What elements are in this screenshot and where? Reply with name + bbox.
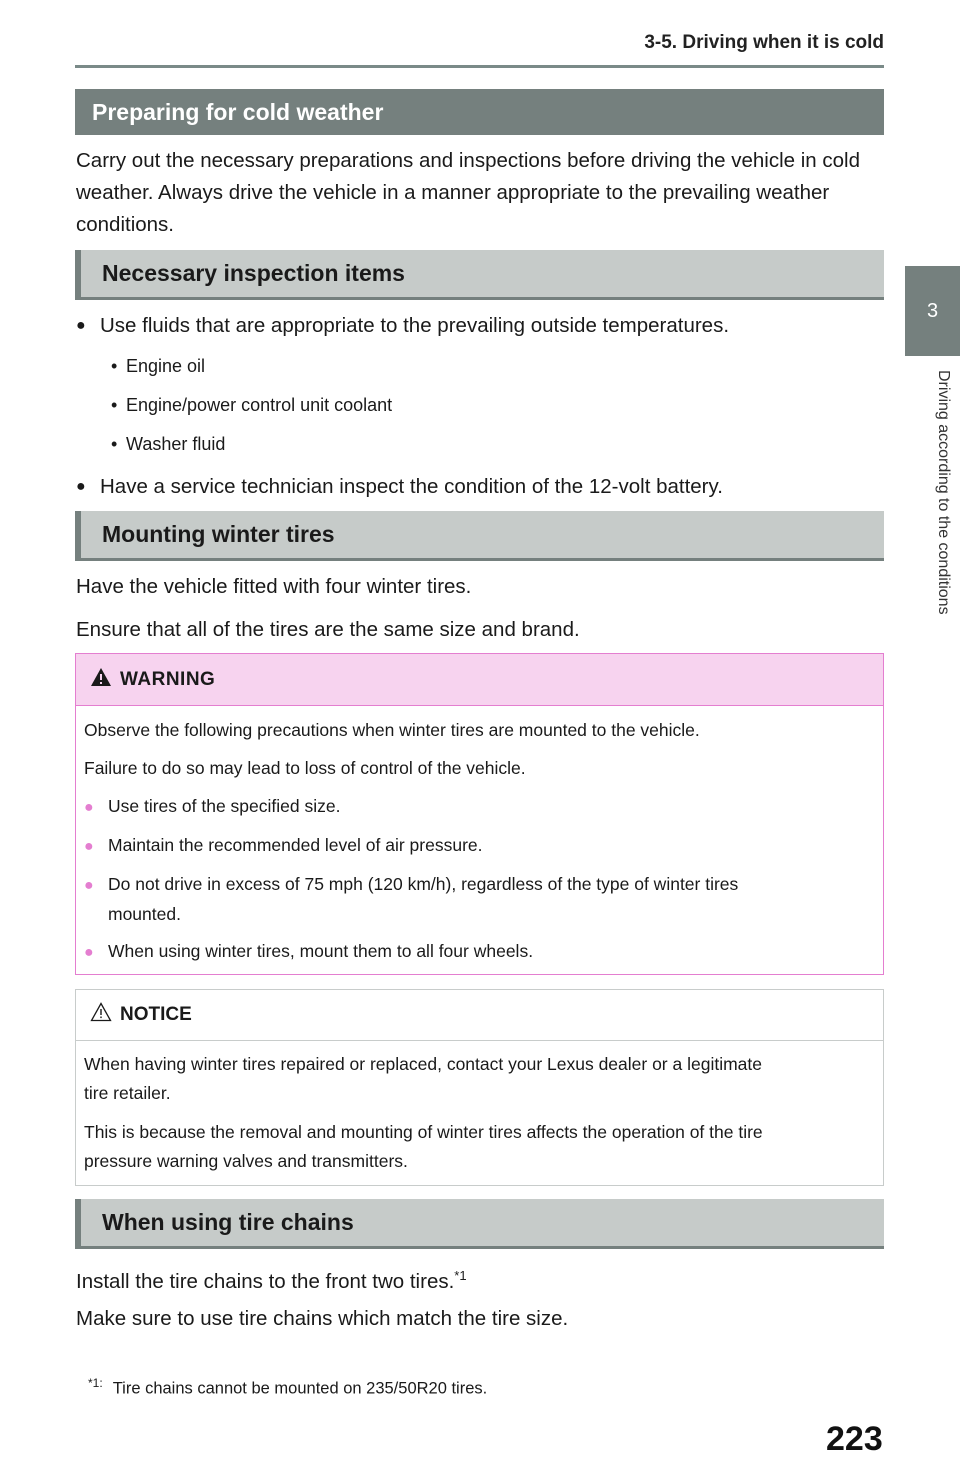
subsection-title-inspection: Necessary inspection items — [75, 250, 884, 300]
chapter-number: 3 — [926, 299, 939, 322]
notice-line: This is because the removal and mounting of winter tires affects the operation of the tire — [84, 1122, 763, 1142]
footnote-reference: *1 — [454, 1268, 467, 1283]
warning-box — [75, 653, 884, 975]
sub-bullet-icon: • — [111, 356, 118, 376]
bullet-icon: ● — [84, 944, 94, 961]
warning-item — [84, 831, 864, 861]
footnote-mark: *1: — [88, 1376, 103, 1390]
notice-line: tire retailer. — [84, 1083, 171, 1103]
running-header: 3-5. Driving when it is cold — [644, 32, 884, 53]
sub-item-washer-fluid — [111, 432, 225, 456]
bullet-icon: ● — [84, 799, 94, 816]
warning-triangle-icon — [90, 667, 112, 693]
warning-item — [84, 792, 864, 822]
warning-label: WARNING — [120, 668, 216, 690]
chapter-label: Driving according to the conditions — [935, 370, 952, 615]
sub-item-coolant — [111, 393, 392, 417]
warning-header — [76, 654, 883, 706]
footnote — [88, 1376, 487, 1399]
sub-bullet-icon: • — [111, 434, 118, 454]
inspection-bullet-battery — [76, 473, 882, 501]
sub-bullet-icon: • — [111, 395, 118, 415]
bullet-text: Have a service technician inspect the condition of the 12-volt battery. — [100, 475, 723, 498]
notice-paragraph-1 — [84, 1050, 864, 1108]
subsection-title-winter-tires: Mounting winter tires — [75, 511, 884, 561]
warning-item-text: Do not drive in excess of 75 mph (120 km/h), regardless of the type of winter tires — [108, 874, 739, 894]
notice-paragraph-2 — [84, 1118, 864, 1176]
notice-box — [75, 989, 884, 1186]
chains-text-2: Make sure to use tire chains which match the tire size. — [76, 1307, 569, 1330]
warning-item — [84, 937, 864, 967]
notice-header — [76, 990, 883, 1041]
sub-item-engine-oil — [111, 354, 205, 378]
inspection-bullet-fluids — [76, 312, 882, 340]
page-number: 223 — [826, 1420, 883, 1458]
winter-tires-text-1: Have the vehicle fitted with four winter tires. — [76, 575, 472, 598]
warning-item-text: When using winter tires, mount them to all four wheels. — [108, 941, 534, 961]
warning-intro-2: Failure to do so may lead to loss of control of the vehicle. — [84, 758, 526, 778]
footnote-text: Tire chains cannot be mounted on 235/50R20 tires. — [112, 1379, 488, 1398]
preparing-text: Carry out the necessary preparations and inspections before driving the vehicle in cold weather. Always drive the vehicle in a manner appropriate to the prevailing weather conditions. — [76, 149, 860, 236]
bullet-icon: ● — [84, 877, 94, 894]
notice-label: NOTICE — [120, 1004, 192, 1025]
bullet-icon: ● — [76, 478, 86, 495]
warning-item-text: Use tires of the specified size. — [108, 796, 341, 816]
bullet-icon: ● — [84, 838, 94, 855]
sub-item-text: Washer fluid — [126, 434, 226, 454]
notice-triangle-icon — [90, 1002, 112, 1028]
sub-item-text: Engine/power control unit coolant — [126, 395, 393, 415]
warning-item-text: Maintain the recommended level of air pressure. — [108, 835, 483, 855]
warning-item — [84, 870, 864, 929]
warning-item-continued: mounted. — [108, 904, 181, 924]
warning-intro-1: Observe the following precautions when winter tires are mounted to the vehicle. — [84, 720, 700, 740]
section-title-preparing: Preparing for cold weather — [75, 89, 884, 135]
bullet-text: Use fluids that are appropriate to the prevailing outside temperatures. — [100, 314, 730, 337]
notice-line: pressure warning valves and transmitters. — [84, 1151, 408, 1171]
sub-item-text: Engine oil — [126, 356, 206, 376]
chains-text: Install the tire chains to the front two tires. — [76, 1269, 455, 1293]
winter-tires-text-2: Ensure that all of the tires are the same size and brand. — [76, 618, 580, 641]
notice-line: When having winter tires repaired or replaced, contact your Lexus dealer or a legitimate — [84, 1054, 762, 1074]
chains-text-1 — [76, 1260, 882, 1298]
subsection-title-tire-chains: When using tire chains — [75, 1199, 884, 1249]
chapter-tab — [905, 266, 960, 356]
bullet-icon: ● — [76, 317, 86, 334]
header-rule — [75, 65, 884, 68]
